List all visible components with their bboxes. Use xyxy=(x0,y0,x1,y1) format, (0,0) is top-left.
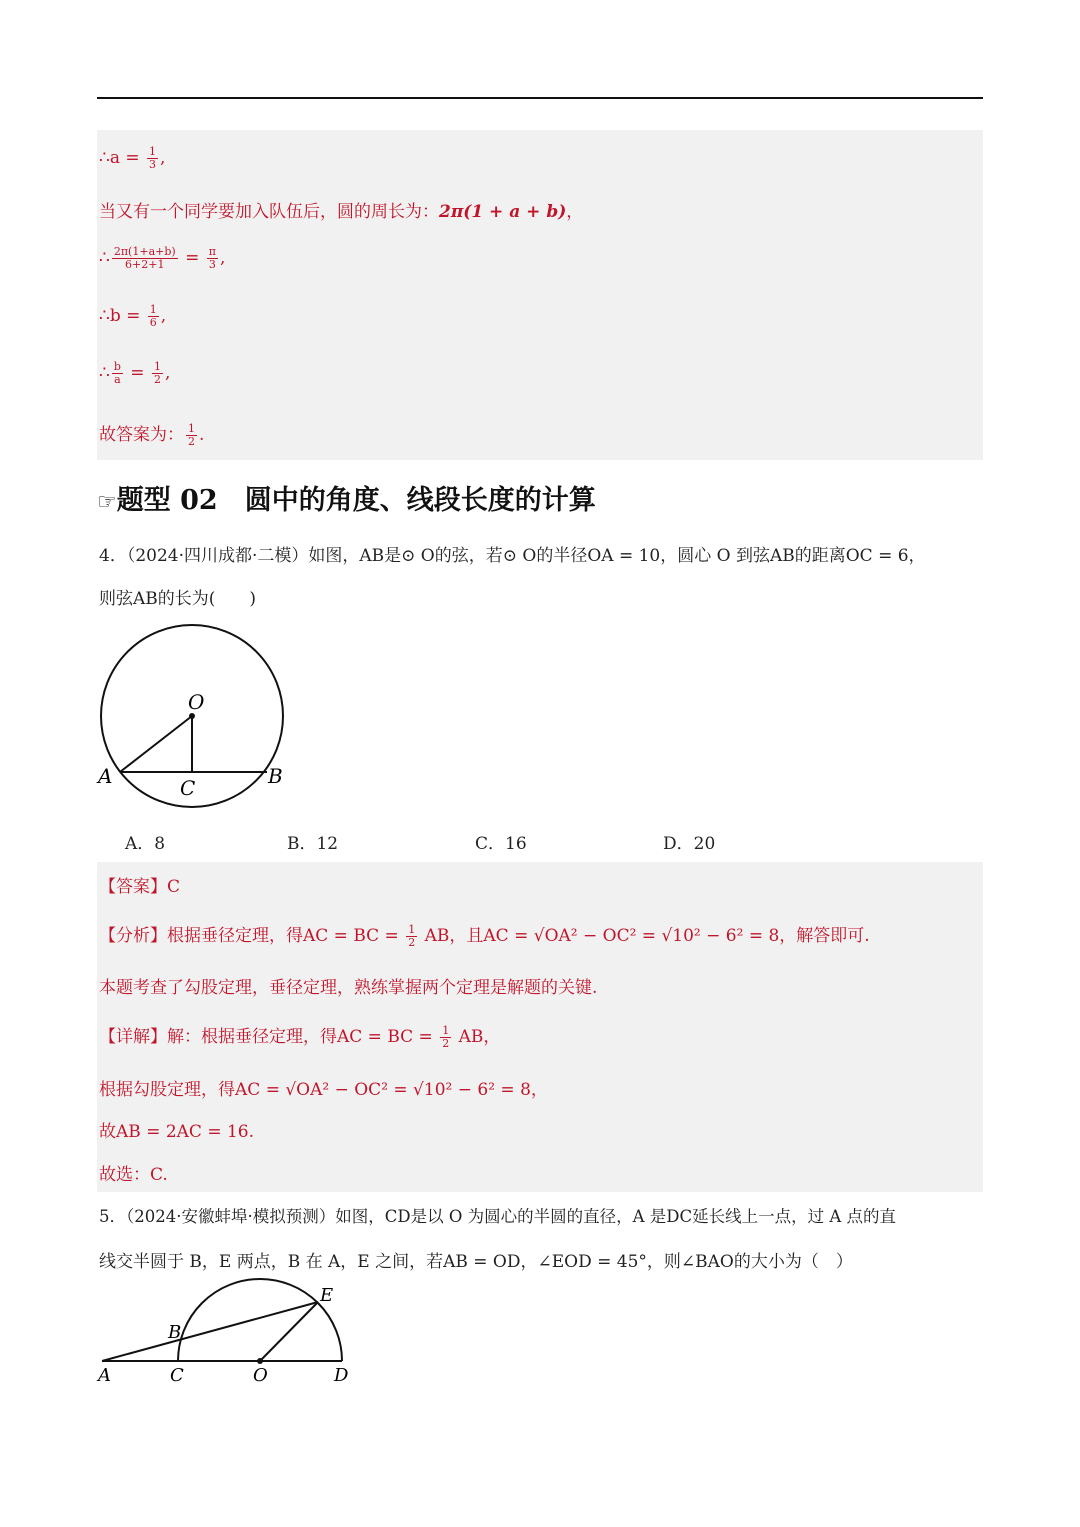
detail-step-2: 根据勾股定理，得AC = √OA² − OC² = √10² − 6² = 8， xyxy=(99,1080,548,1100)
header-rule xyxy=(97,97,983,99)
pointing-hand-icon: ☞ xyxy=(97,490,117,515)
option-d[interactable]: D．20 xyxy=(663,834,716,854)
secant-ae xyxy=(102,1302,318,1361)
label-e: E xyxy=(320,1285,334,1306)
question-5-line-2: 线交半圆于 B，E 两点，B 在 A，E 之间，若AB = OD，∠EOD = 45°，则∠BAO的大小为（ ） xyxy=(99,1252,853,1272)
label-d: D xyxy=(334,1365,349,1386)
detail-line: 【详解】解：根据垂径定理，得AC = BC = $\frac{1}{2}$ AB， xyxy=(99,1024,501,1050)
question-5-line-1: 5．（2024·安徽蚌埠·模拟预测）如图，CD是以 O 为圆心的半圆的直径，A 是DC延长线上一点，过 A 点的直 xyxy=(99,1207,897,1226)
label-b: B xyxy=(168,1322,182,1343)
solution-line-1: ∴a = $\frac{1}{3}$ , xyxy=(99,145,166,171)
solution-line-2: 当又有一个同学要加入队伍后，圆的周长为：2π(1 + a + b)， xyxy=(99,202,584,222)
solution-line-6: 故答案为： $\frac{1}{2}$ . xyxy=(99,422,205,448)
label-c: C xyxy=(170,1365,184,1386)
question-4-line-2: 则弦AB的长为( ) xyxy=(99,589,257,609)
option-c[interactable]: C．16 xyxy=(475,834,527,854)
answer-line: 【答案】C xyxy=(99,877,181,897)
question-4-figure xyxy=(90,620,310,820)
question-5-figure xyxy=(90,1275,370,1395)
label-a: A xyxy=(98,764,113,788)
option-a[interactable]: A．8 xyxy=(125,834,166,854)
label-o: O xyxy=(253,1365,268,1386)
option-b[interactable]: B．12 xyxy=(287,834,339,854)
question-4-line-1: 4．（2024·四川成都·二模）如图，AB是⊙ O的弦，若⊙ O的半径OA = 10，圆心 O 到弦AB的距离OC = 6， xyxy=(99,546,926,566)
note-line: 本题考查了勾股定理，垂径定理，熟练掌握两个定理是解题的关键. xyxy=(99,978,598,998)
solution-line-4: ∴b = $\frac{1}{6}$ , xyxy=(99,303,167,329)
section-heading: ☞题型 02 圆中的角度、线段长度的计算 xyxy=(97,485,596,516)
analysis-line: 【分析】根据垂径定理，得AC = BC = $\frac{1}{2}$ AB，且AC = √OA² − OC² = √10² − 6² = 8，解答即可. xyxy=(99,923,870,949)
detail-step-3: 故AB = 2AC = 16. xyxy=(99,1122,255,1142)
label-b: B xyxy=(268,764,283,788)
solution-box-top xyxy=(97,130,983,460)
semicircle-arc xyxy=(178,1279,342,1361)
point-o xyxy=(257,1358,263,1364)
solution-line-5: ∴ $\frac{b}{a}$ = $\frac{1}{2}$ , xyxy=(99,360,171,386)
segment-oa xyxy=(120,716,192,772)
label-c: C xyxy=(180,776,196,800)
detail-step-4: 故选：C. xyxy=(99,1165,168,1185)
solution-line-3: ∴ $\frac{2\pi(1+a+b)}{6+2+1}$ = $\frac{\pi}{3}$ , xyxy=(99,245,226,271)
label-o: O xyxy=(188,690,205,714)
label-a: A xyxy=(98,1365,111,1386)
